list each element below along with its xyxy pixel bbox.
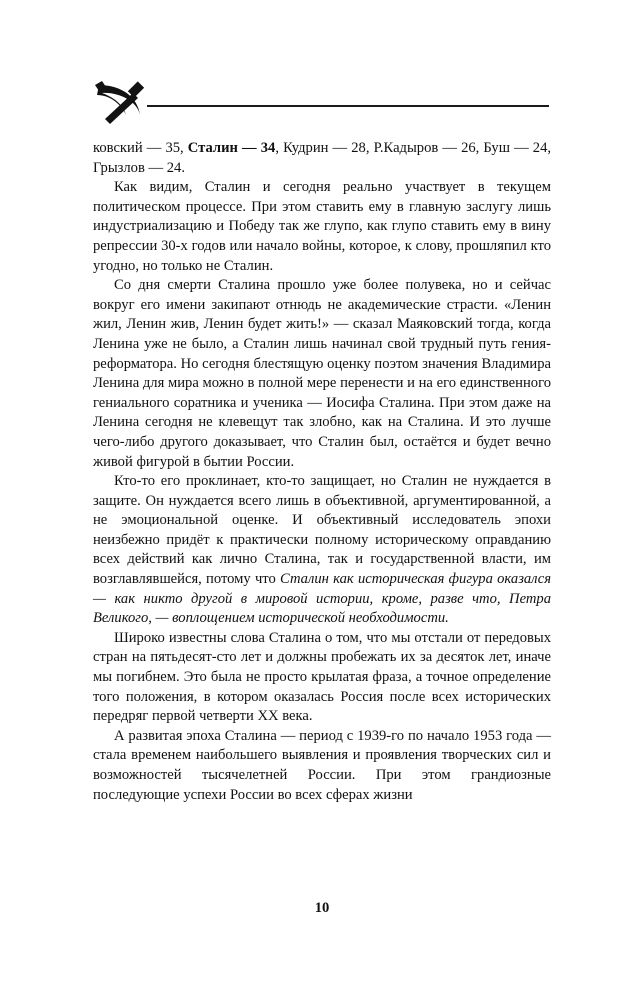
- paragraph-a-razvitaya: [93, 727, 551, 805]
- paragraph-so-dnya-smerti: [93, 276, 551, 472]
- page-header: [93, 77, 549, 125]
- body-text: [93, 139, 551, 805]
- page-number: 10: [314, 900, 330, 916]
- text-run-bold: Сталин — 34: [187, 140, 276, 156]
- hammer-and-sickle-icon: [93, 79, 145, 127]
- paragraph-kak-vidim: [93, 178, 551, 276]
- text-run: ковский — 35,: [93, 140, 188, 156]
- paragraph-kto-to-proklinaet: [93, 472, 551, 629]
- text-run: А развитая эпоха Сталина — период с 1939-го по начало 1953 года — стала временем наибольшего выявления и проявления творческих сил и возможностей тысячелетней России. При этом грандиозные последующие успехи России во всех сферах жизни: [93, 727, 551, 803]
- header-divider: [147, 105, 549, 107]
- text-run: Со дня смерти Сталина прошло уже более полувека, но и сейчас вокруг его имени закипают отнюдь не академические страсти. «Ленин жил, Ленин жив, Ленин будет жить!» — сказал Маяковский тогда, когда Ленина уже не было, а Сталин лишь начинал свой трудный путь гения-реформатора. Но сегодня блестящую оценку поэтом значения Владимира Ленина для мира можно в полной мере перенести и на его единственного гениального соратника и ученика — Иосифа Сталина. При этом даже на Ленина сегодня не клевещут так злобно, как на Сталина. И это лучше чего-либо другого доказывает, что Сталин был, остаётся и будет вечно живой фигурой в бытии России.: [93, 277, 551, 470]
- text-run: , Кудрин — 28, Р.Кадыров — 26, Буш — 24, Грызлов — 24.: [93, 140, 552, 176]
- text-run: Как видим, Сталин и сегодня реально участвует в текущем политическом процессе. При этом ставить ему в главную заслугу лишь индустриализацию и Победу так же глупо, как глупо ставить ему в вину репрессии 30-х годов или начало войны, которое, к слову, прошляпил кто угодно, но только не Сталин.: [93, 179, 551, 274]
- paragraph-shiroko-izvestny: [93, 629, 551, 727]
- text-run: Широко известны слова Сталина о том, что мы отстали от передовых стран на пятьдесят-сто лет и должны пробежать их за десяток лет, иначе мы погибнем. Это была не просто крылатая фраза, а точное определение того положения, в котором оказалась Россия после всех исторических передряг первой четверти XX века.: [93, 629, 551, 725]
- text-run-italic: Сталин как историческая фигура оказался — как никто другой в мировой истории, кроме, разве что, Петра Великого, — воплощением исторической необходимости.: [93, 571, 551, 627]
- text-run: Кто-то его проклинает, кто-то защищает, но Сталин не нуждается в защите. Он нуждается всего лишь в объективной, аргументированной, а не эмоциональной оценке. И объективный исследователь эпохи неизбежно придёт к практически полному историческому оправданию всех действий как лично Сталина, так и государственной власти, им возглавлявшейся, потому что: [93, 473, 551, 588]
- paragraph-names-list: [93, 139, 551, 178]
